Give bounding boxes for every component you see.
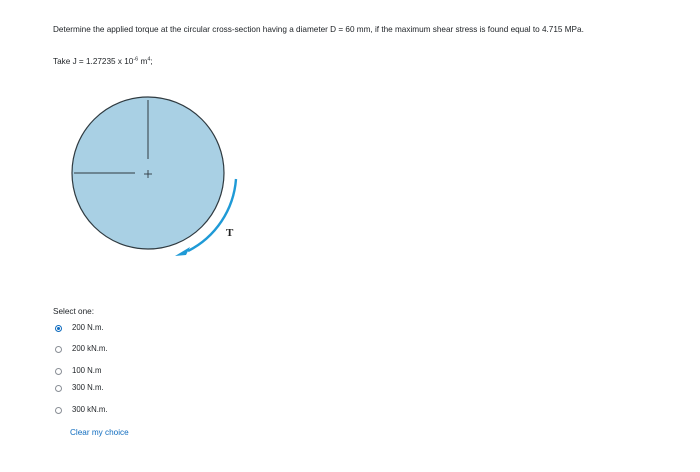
given-unit: m — [138, 57, 148, 66]
given-suffix: ; — [150, 57, 153, 66]
radio-button[interactable] — [55, 368, 62, 375]
radio-button[interactable] — [55, 325, 62, 332]
answer-option-1[interactable] — [55, 322, 104, 334]
answer-option-4[interactable] — [55, 382, 104, 394]
cross-section-figure — [65, 95, 255, 267]
given-unit-exponent: 4 — [147, 56, 151, 63]
question-text: Determine the applied torque at the circular cross-section having a diameter D = 60 mm, if the maximum shear stress is found equal to 4.715 MPa. — [53, 25, 584, 34]
torque-label: T — [226, 227, 234, 239]
answer-option-label: 100 N.m — [72, 366, 102, 375]
given-prefix: Take J = 1.27235 x 10 — [53, 57, 134, 66]
radio-button[interactable] — [55, 407, 62, 414]
answer-option-label: 200 N.m. — [72, 323, 104, 332]
answer-option-label: 300 N.m. — [72, 383, 104, 392]
answer-option-2[interactable] — [55, 343, 108, 355]
clear-choice-link[interactable]: Clear my choice — [70, 428, 129, 437]
torque-arrow-head — [175, 247, 190, 256]
radio-button[interactable] — [55, 385, 62, 392]
given-exponent: -6 — [133, 56, 139, 63]
answer-option-label: 200 kN.m. — [72, 344, 108, 353]
select-one-label: Select one: — [53, 307, 94, 316]
answer-option-5[interactable] — [55, 404, 108, 416]
given-value — [53, 56, 153, 68]
answer-option-3[interactable] — [55, 365, 101, 377]
answer-option-label: 300 kN.m. — [72, 405, 108, 414]
radio-button[interactable] — [55, 346, 62, 353]
